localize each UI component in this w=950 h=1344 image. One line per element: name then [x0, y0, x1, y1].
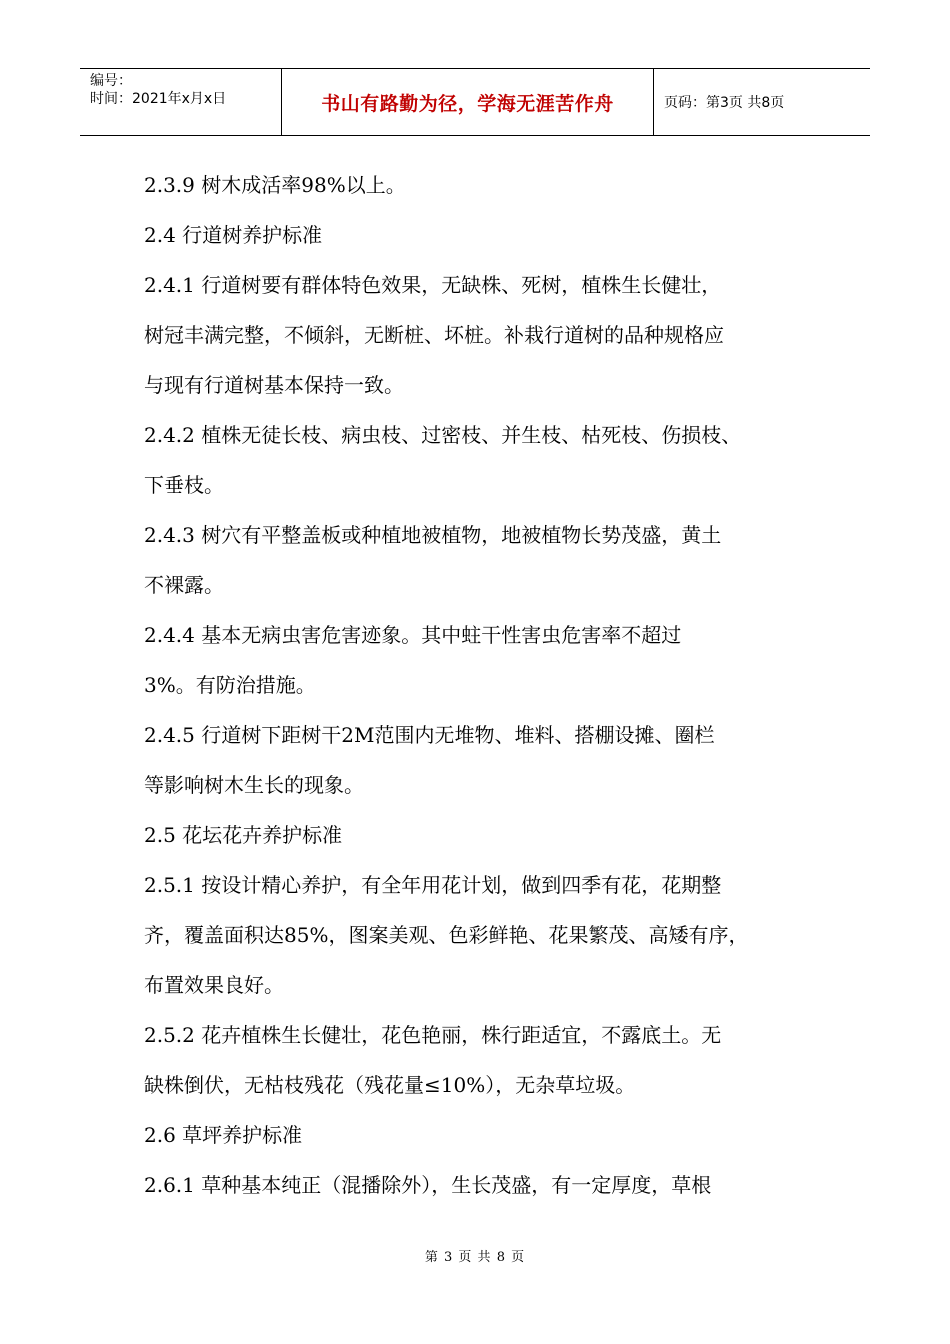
- body-line: 2.4.2 植株无徒长枝、病虫枝、过密枝、并生枝、枯死枝、伤损枝、: [144, 423, 742, 447]
- header-motto: 书山有路勤为径，学海无涯苦作舟: [282, 69, 654, 135]
- body-line: 2.5.1 按设计精心养护，有全年用花计划，做到四季有花，花期整: [144, 873, 722, 897]
- body-line: 齐，覆盖面积达85%，图案美观、色彩鲜艳、花果繁茂、高矮有序，: [144, 923, 749, 947]
- document-body: [144, 160, 814, 1210]
- body-line: 2.4.4 基本无病虫害危害迹象。其中蛀干性害虫危害率不超过: [144, 623, 682, 647]
- body-line: 与现有行道树基本保持一致。: [144, 373, 404, 397]
- section-heading: 2.5 花坛花卉养护标准: [144, 823, 343, 847]
- body-line: 等影响树木生长的现象。: [144, 773, 364, 797]
- body-line: 不裸露。: [144, 573, 224, 597]
- body-line: 布置效果良好。: [144, 973, 284, 997]
- section-heading: 2.4 行道树养护标准: [144, 223, 323, 247]
- header-meta: [80, 69, 282, 135]
- document-number-label: 编号：: [90, 73, 132, 89]
- body-line: 2.3.9 树木成活率98%以上。: [144, 173, 406, 197]
- document-date-label: 时间：2021年x月x日: [90, 91, 227, 107]
- body-line: 缺株倒伏，无枯枝残花（残花量≤10%），无杂草垃圾。: [144, 1073, 636, 1097]
- section-heading: 2.6 草坪养护标准: [144, 1123, 303, 1147]
- header-page-number: 页码：第3页 共8页: [664, 95, 785, 111]
- body-line: 3%。有防治措施。: [144, 673, 316, 697]
- body-line: 2.4.3 树穴有平整盖板或种植地被植物，地被植物长势茂盛，黄土: [144, 523, 722, 547]
- body-line: 2.6.1 草种基本纯正（混播除外），生长茂盛，有一定厚度，草根: [144, 1173, 712, 1197]
- body-line: 2.5.2 花卉植株生长健壮，花色艳丽，株行距适宜，不露底土。无: [144, 1023, 722, 1047]
- page-header: [80, 68, 870, 136]
- page-footer: 第 3 页 共 8 页: [424, 1250, 526, 1265]
- body-line: 2.4.5 行道树下距树干2M范围内无堆物、堆料、搭棚设摊、圈栏: [144, 723, 715, 747]
- body-line: 树冠丰满完整，不倾斜，无断桩、坏桩。补栽行道树的品种规格应: [144, 323, 724, 347]
- body-line: 2.4.1 行道树要有群体特色效果，无缺株、死树，植株生长健壮，: [144, 273, 722, 297]
- body-line: 下垂枝。: [144, 473, 224, 497]
